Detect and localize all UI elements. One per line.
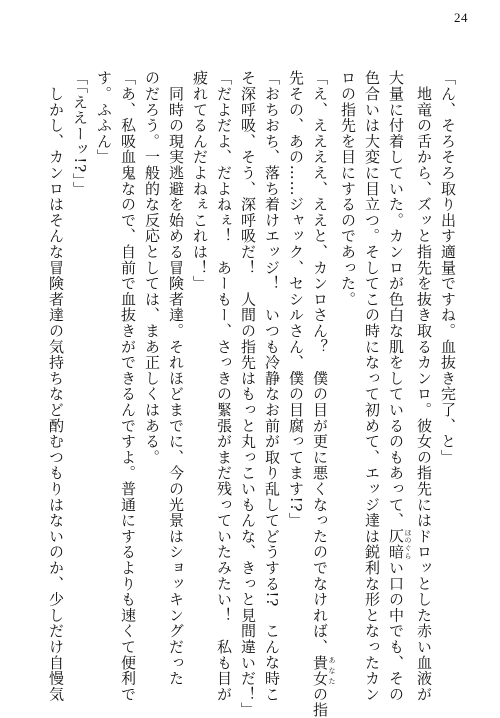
- text-line: のだろう。一般的な反応としては、まあ正しくはある。: [143, 70, 161, 465]
- ruby-reading: ほのぐら: [404, 528, 412, 560]
- ruby-base: 貴女: [311, 654, 329, 687]
- text-line: ロの指先を目にするのであった。: [339, 70, 357, 307]
- text-segment: の指: [311, 686, 329, 718]
- ruby-base: 仄暗: [387, 528, 405, 560]
- ruby-word: [387, 528, 412, 560]
- text-line: す。ふふん」: [95, 70, 113, 165]
- text-line: 地竜の舌から、ズッと指先を抜き取るカンロ。彼女の指先にはドロッとした赤い血液が: [415, 70, 433, 702]
- text-line: そ深呼吸、そう、深呼吸だ！ 人間の指先はもっと丸っこいもんな、きっと見間違いだ！」: [239, 70, 257, 718]
- text-line: [308, 70, 336, 718]
- ruby-reading: あなた: [328, 654, 336, 687]
- text-segment: 「え、ええええ、ええと、カンロさん？ 僕の目が更に悪くなったのでなければ、: [311, 70, 329, 655]
- text-line: 先その、あの……ジャック、セシルさん、僕の目腐ってます!?」: [287, 70, 305, 529]
- text-line: 「おちおち、落ち着けエッジ！ いつも冷静なお前が取り乱してどうする!? こんな時こ: [263, 70, 281, 702]
- page-number: 24: [454, 10, 468, 25]
- text-line: 疲れてるんだよねぇこれは！」: [191, 70, 209, 292]
- text-line: しかし、カンロはそんな冒険者達の気持ちなど酌むつもりはないのか、少しだけ自慢気: [47, 70, 65, 702]
- text-line: 「だよだよ、だよねぇ！ あーもー、さっきの緊張がまだ残っていたみたい！ 私も目が: [215, 70, 233, 702]
- text-segment: い口の中でも、その: [387, 559, 405, 703]
- text-segment: 大量に付着していた。カンロが色白な肌をしているのもあって、: [387, 70, 405, 529]
- text-line: 同時の現実逃避を始める冒険者達。それほどまでに、今の光景はショッキングだった: [167, 70, 185, 687]
- text-line: 「「ええーッ!?」」: [71, 70, 89, 198]
- text-line: [384, 70, 412, 703]
- text-line: 「あ、私吸血鬼なので、自前で血抜きができるんですよ。普通にするよりも速くて便利で: [119, 70, 137, 702]
- text-line: 「ん、そろそろ取り出す適量ですね。血抜き完了、と」: [439, 70, 457, 465]
- novel-body-text: [30, 70, 460, 718]
- text-line: 色合いは大変に目立つ。そしてこの時になって初めて、エッジ達は鋭利な形となったカン: [363, 70, 381, 702]
- ruby-word: [311, 654, 336, 687]
